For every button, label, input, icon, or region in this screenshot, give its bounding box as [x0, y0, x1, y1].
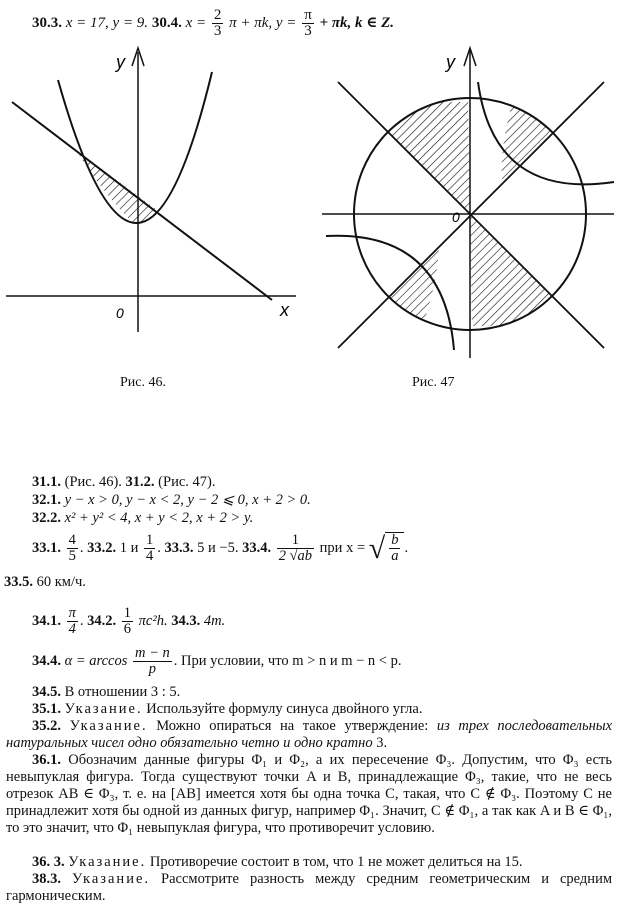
y-axis-label: y: [446, 52, 455, 72]
fraction: $\frac{4}{5}$: [68, 532, 76, 564]
fraction: $\frac{1}{6}$: [123, 605, 132, 637]
problem-id: 30.4.: [151, 14, 182, 31]
answer-text: x = 17, y = 9.: [65, 14, 149, 31]
figure-caption: Рис. 47: [412, 375, 455, 390]
y-axis-label: y: [116, 52, 125, 72]
answer-34-5: 34.5. В отношении 3 : 5.: [32, 684, 181, 700]
figure-46: [0, 40, 300, 340]
fraction: $\frac{1}{2 √ab}$: [278, 532, 313, 564]
fraction: $\frac{\pi}{3}$: [304, 7, 312, 39]
answer-36-3: 36. 3. Указание. Противоречие состоит в том, что 1 не может делиться на 15.: [32, 854, 523, 870]
answer-text: x =: [185, 14, 207, 31]
answer-text: π + πk, y =: [229, 14, 297, 31]
line-curve: [12, 102, 272, 300]
radical-body: [385, 532, 404, 564]
header-line: [32, 8, 394, 39]
fraction: $\frac{b}{a}$: [391, 532, 399, 564]
answer-33: 33.1. $\frac{4}{5}$ . 33.2. 1 и $\frac{1}{4}$ . 33.3. 5 и −5. 33.4. $\frac{1}{2 √ab}$ при x = √ $\frac{b}{a}$ .: [32, 532, 409, 565]
answer-35-2: 35.2. Указание. Можно опираться на такое утверждение: из трех последовательных натуральных чисел одно обязательно четно и одно кратно 3.: [6, 718, 613, 751]
x-axis-label: x: [280, 300, 289, 320]
answer-32-2: 32.2. x² + y² < 4, x + y < 2, x + 2 > y.: [32, 510, 254, 526]
answer-35-1: 35.1. Указание. Используйте формулу синуса двойного угла.: [32, 701, 423, 717]
fraction: $\frac{\pi}{4}$: [68, 605, 76, 637]
fraction: $\frac{m - n}{p}$: [135, 645, 170, 677]
origin-label: 0: [116, 305, 124, 321]
answer-34-4: 34.4. α = arccos $\frac{m - n}{p}$ . При условии, что m > n и m − n < p.: [32, 645, 402, 677]
shaded-region: [76, 150, 156, 226]
answer-31: 31.1. (Рис. 46). 31.2. (Рис. 47).: [32, 474, 216, 490]
answer-text: + πk, k ∈ Z.: [319, 14, 395, 31]
answer-38-3: 38.3. Указание. Рассмотрите разность между средним геометрическим и средним гармоническим.: [6, 871, 613, 904]
answer-33-5: 33.5. 60 км/ч.: [4, 574, 86, 590]
origin-label: 0: [452, 209, 460, 225]
problem-id: 30.3.: [32, 14, 62, 31]
radical-sign: √: [368, 532, 386, 565]
answer-32-1: 32.1. y − x > 0, y − x < 2, y − 2 ⩽ 0, x + 2 > 0.: [32, 492, 311, 508]
answer-36-1: 36.1. Обозначим данные фигуры Φ₁ и Φ₂, а их пересечение Φ₃. Допустим, что Φ₃ есть невыпуклая фигура. Тогда существуют точки A и B, принадлежащие Φ₃, такие, что не весь отрезок AB ∈ Φ₃, т. е. на [AB] имеется хотя бы одна точка C, такая, что C ∉ Φ₃. Поэтому C не принадлежит хотя бы одной из данных фигур, например Φ₁. Значит, C ∉ Φ₁, а так как A и B ∈ Φ₁, то это значит, что Φ₁ невыпуклая фигура, что противоречит условию.: [6, 752, 612, 836]
fraction: $\frac{1}{4}$: [146, 532, 154, 564]
answer-34: 34.1. $\frac{\pi}{4}$ . 34.2. $\frac{1}{6}$ πc²h. 34.3. 4m.: [32, 605, 226, 637]
figure-47: [318, 40, 618, 360]
fraction: $\frac{2}{3}$: [213, 7, 222, 39]
figure-caption: Рис. 46.: [120, 375, 166, 390]
